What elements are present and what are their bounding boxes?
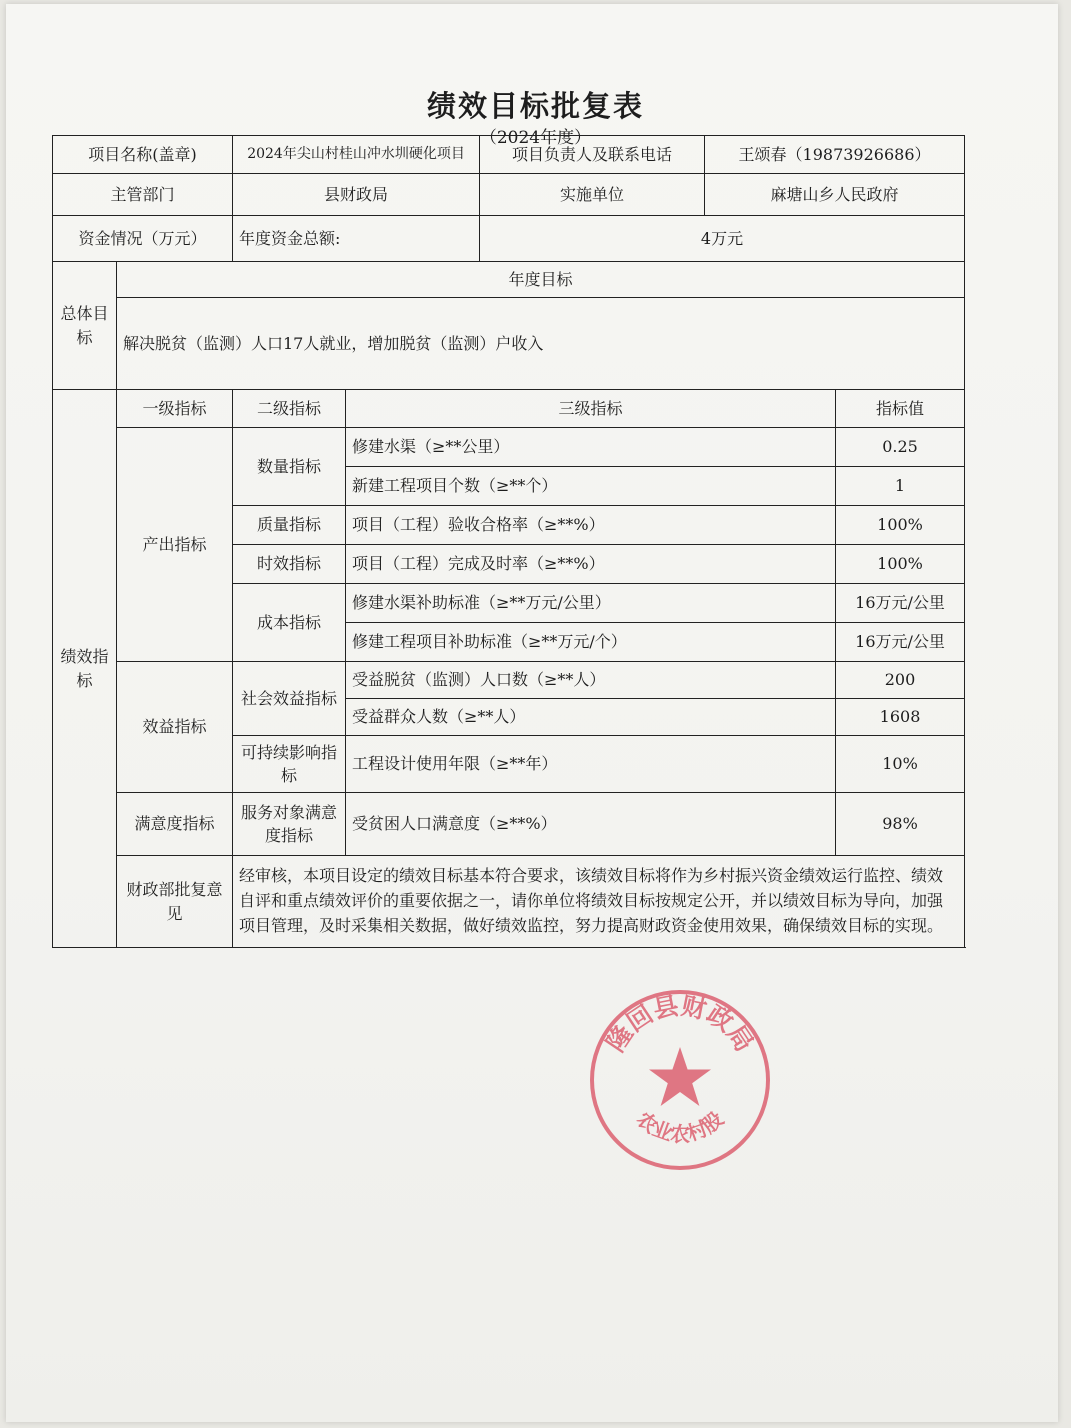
row-opinion bbox=[53, 856, 965, 948]
satisfaction-level1: 满意度指标 bbox=[117, 793, 233, 856]
project-name-label: 项目名称(盖章) bbox=[53, 136, 233, 174]
indicator-value: 1608 bbox=[836, 699, 965, 736]
table-row bbox=[53, 662, 965, 699]
seal-top-text: 隆回县财政局 bbox=[600, 990, 760, 1057]
header-level3: 三级指标 bbox=[346, 390, 836, 428]
fund-total-label: 年度资金总额: bbox=[233, 216, 480, 262]
quality-label: 质量指标 bbox=[233, 506, 346, 545]
impl-label: 实施单位 bbox=[480, 174, 705, 216]
opinion-text: 经审核，本项目设定的绩效目标基本符合要求，该绩效目标将作为乡村振兴资金绩效运行监控、绩效自评和重点绩效评价的重要依据之一，请你单位将绩效目标按规定公开，并以绩效目标为导向，加强项目管理，及时采集相关数据，做好绩效监控，努力提高财政资金使用效果，确保绩效目标的实现。 bbox=[233, 856, 965, 948]
seal-star-icon bbox=[649, 1047, 711, 1106]
table-row bbox=[53, 428, 965, 467]
indicator-value: 98% bbox=[836, 793, 965, 856]
row-fund bbox=[53, 216, 965, 262]
indicator-item: 受贫困人口满意度（≥**%） bbox=[346, 793, 836, 856]
indicator-item: 项目（工程）完成及时率（≥**%） bbox=[346, 545, 836, 584]
approval-table bbox=[52, 135, 965, 948]
row-project bbox=[53, 136, 965, 174]
output-level1: 产出指标 bbox=[117, 428, 233, 662]
header-value: 指标值 bbox=[836, 390, 965, 428]
dept-label: 主管部门 bbox=[53, 174, 233, 216]
indicator-value: 100% bbox=[836, 506, 965, 545]
header-level1: 一级指标 bbox=[117, 390, 233, 428]
fund-total-value: 4万元 bbox=[480, 216, 965, 262]
overall-goal-label: 总体目标 bbox=[53, 262, 117, 390]
indicator-value: 1 bbox=[836, 467, 965, 506]
indicators-section-label: 绩效指标 bbox=[53, 390, 117, 948]
indicator-value: 16万元/公里 bbox=[836, 584, 965, 623]
timeliness-label: 时效指标 bbox=[233, 545, 346, 584]
cost-label: 成本指标 bbox=[233, 584, 346, 662]
year-goal-text: 解决脱贫（监测）人口17人就业，增加脱贫（监测）户收入 bbox=[117, 298, 965, 390]
document-subtitle: （2024年度） bbox=[479, 128, 592, 148]
satisfaction-label: 服务对象满意度指标 bbox=[233, 793, 346, 856]
indicator-item: 受益群众人数（≥**人） bbox=[346, 699, 836, 736]
indicator-item: 新建工程项目个数（≥**个） bbox=[346, 467, 836, 506]
header-level2: 二级指标 bbox=[233, 390, 346, 428]
indicator-value: 0.25 bbox=[836, 428, 965, 467]
project-name-value: 2024年尖山村桂山冲水圳硬化项目 bbox=[233, 136, 480, 174]
row-goal-text bbox=[53, 298, 965, 390]
fund-label: 资金情况（万元） bbox=[53, 216, 233, 262]
indicator-value: 200 bbox=[836, 662, 965, 699]
indicator-item: 修建工程项目补助标准（≥**万元/个） bbox=[346, 623, 836, 662]
responsible-label: 项目负责人及联系电话 bbox=[480, 136, 705, 174]
responsible-value: 王颂春（19873926686） bbox=[705, 136, 965, 174]
indicator-item: 项目（工程）验收合格率（≥**%） bbox=[346, 506, 836, 545]
indicator-value: 16万元/公里 bbox=[836, 623, 965, 662]
year-goal-header: 年度目标 bbox=[117, 262, 965, 298]
quantity-label: 数量指标 bbox=[233, 428, 346, 506]
indicator-value: 100% bbox=[836, 545, 965, 584]
official-seal bbox=[585, 985, 775, 1175]
indicator-item: 修建水渠（≥**公里） bbox=[346, 428, 836, 467]
impl-value: 麻塘山乡人民政府 bbox=[705, 174, 965, 216]
benefit-level1: 效益指标 bbox=[117, 662, 233, 793]
opinion-label: 财政部批复意见 bbox=[117, 856, 233, 948]
indicator-item: 受益脱贫（监测）人口数（≥**人） bbox=[346, 662, 836, 699]
seal-bottom-text: 农业农村股 bbox=[632, 1106, 728, 1147]
social-label: 社会效益指标 bbox=[233, 662, 346, 736]
row-goal-header bbox=[53, 262, 965, 298]
table-row bbox=[53, 793, 965, 856]
row-department bbox=[53, 174, 965, 216]
document-title: 绩效目标批复表 bbox=[426, 89, 644, 123]
indicator-item: 修建水渠补助标准（≥**万元/公里） bbox=[346, 584, 836, 623]
dept-value: 县财政局 bbox=[233, 174, 480, 216]
indicator-item: 工程设计使用年限（≥**年） bbox=[346, 736, 836, 793]
row-indicator-headers bbox=[53, 390, 965, 428]
sustain-label: 可持续影响指标 bbox=[233, 736, 346, 793]
indicator-value: 10% bbox=[836, 736, 965, 793]
